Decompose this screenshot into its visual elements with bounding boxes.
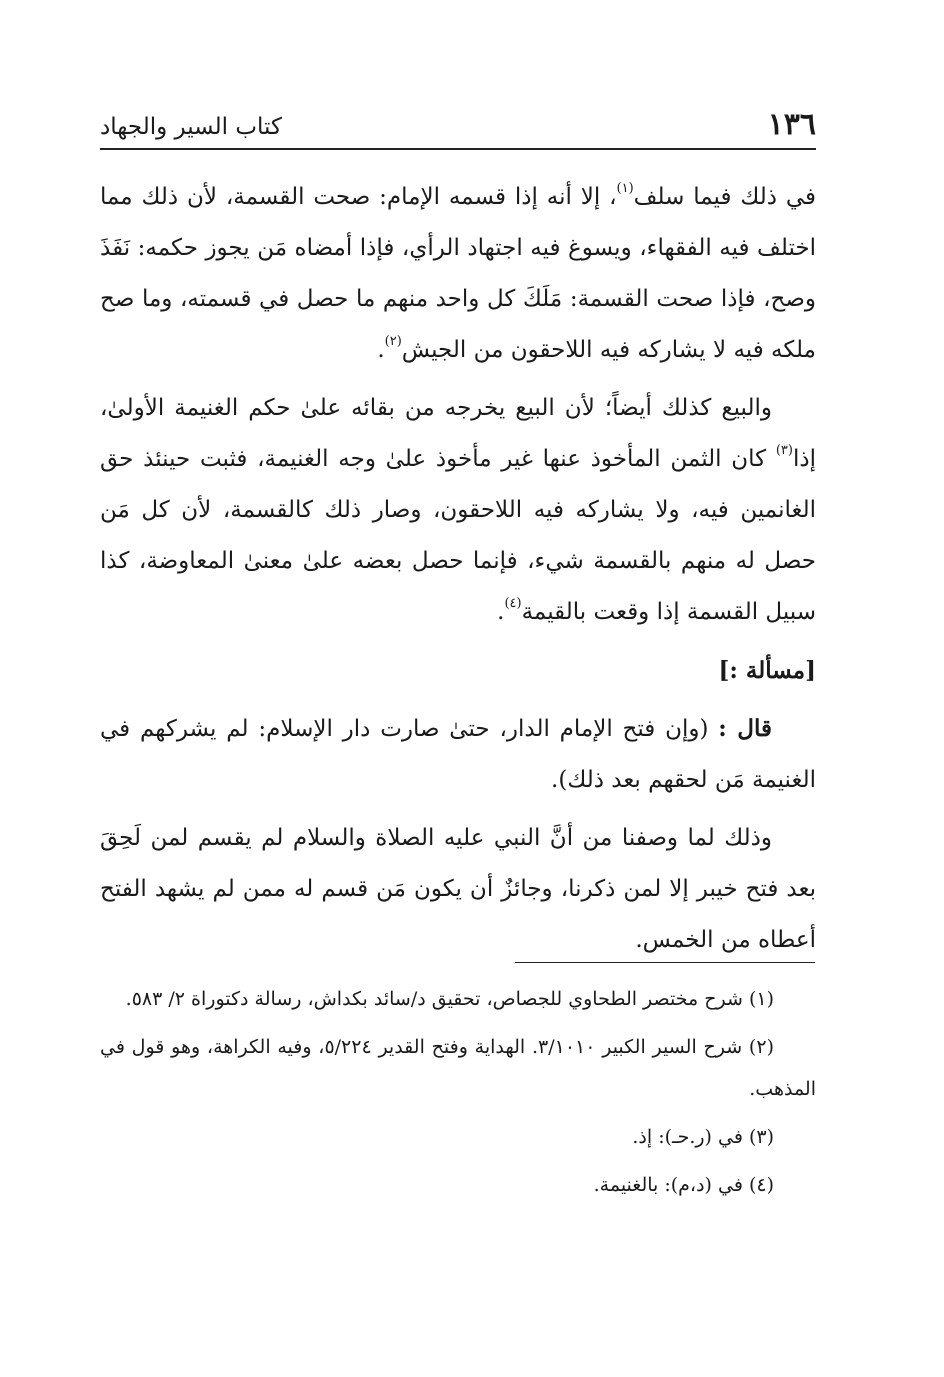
footnote-ref-4: (٤) [504, 596, 522, 611]
footnote-ref-2: (٢) [384, 334, 402, 349]
page-header [100, 108, 816, 150]
said-label: قال : [718, 715, 772, 742]
running-title: كتاب السير والجهاد [100, 114, 282, 140]
footnote-1: (١) شرح مختصر الطحاوي للجصاص، تحقيق د/سائد بكداش، رسالة دكتوراة ٢/ ٥٨٣. [125, 988, 774, 1010]
footnotes [100, 978, 816, 1212]
paragraph-3-text: (وإن فتح الإمام الدار، حتىٰ صارت دار الإسلام: لم يشركهم في الغنيمة مَن لحقهم بعد ذلك). [100, 716, 816, 793]
paragraph-1-text-b: ، إلا أنه إذا قسمه الإمام: صحت القسمة، لأن ذلك مما اختلف فيه الفقهاء، ويسوغ فيه اجتهاد الرأي، فإذا أمضاه مَن يجوز حكمه: نَفَذَ وصح، فإذا صحت القسمة: مَلَكَ كل واحد منهم ما حصل في قسمته، وما صح ملكه فيه لا يشاركه فيه اللاحقون من الجيش [100, 184, 816, 363]
page-number: ١٣٦ [767, 107, 816, 142]
section-heading: [مسألة :] [718, 657, 816, 684]
paragraph-1-end: . [377, 337, 385, 363]
paragraph-1-text-a: في ذلك فيما سلف [633, 184, 817, 210]
footnote-4: (٤) في (د،م): بالغنيمة. [593, 1174, 774, 1196]
main-text [100, 172, 816, 973]
footnote-ref-3: (٣) [775, 443, 793, 458]
footnote-ref-1: (١) [616, 181, 634, 196]
paragraph-2 [100, 383, 816, 638]
paragraph-3 [100, 703, 816, 806]
paragraph-2-text-a: والبيع كذلك أيضاً؛ لأن البيع يخرجه من بقائه علىٰ حكم الغنيمة الأولىٰ، إذا [100, 395, 816, 472]
footnote-2: (٢) شرح السير الكبير ٣/١٠١٠. الهداية وفتح القدير ٥/٢٢٤، وفيه الكراهة، وهو قول في المذهب. [100, 1036, 816, 1100]
paragraph-2-text-b: كان الثمن المأخوذ عنها غير مأخوذ علىٰ وجه الغنيمة، فثبت حينئذ حق الغانمين فيه، ولا يشاركه فيه اللاحقون، وصار ذلك كالقسمة، لأن كل مَن حصل له منهم بالقسمة شيء، فإنما حصل بعضه علىٰ معنىٰ المعاوضة، كذا سبيل القسمة إذا وقعت بالقيمة [100, 446, 816, 625]
paragraph-2-end: . [497, 599, 505, 625]
paragraph-1 [100, 172, 816, 376]
footnote-3: (٣) في (ر.حـ): إذ. [632, 1126, 774, 1148]
footnotes-divider [515, 962, 815, 963]
paragraph-4: وذلك لما وصفنا من أنَّ النبي عليه الصلاة والسلام لم يقسم لمن لَحِقَ بعد فتح خيبر إلا لمن ذكرنا، وجائزٌ أن يكون مَن قسم له ممن لم يشهد الفتح أعطاه من الخمس. [100, 825, 816, 953]
